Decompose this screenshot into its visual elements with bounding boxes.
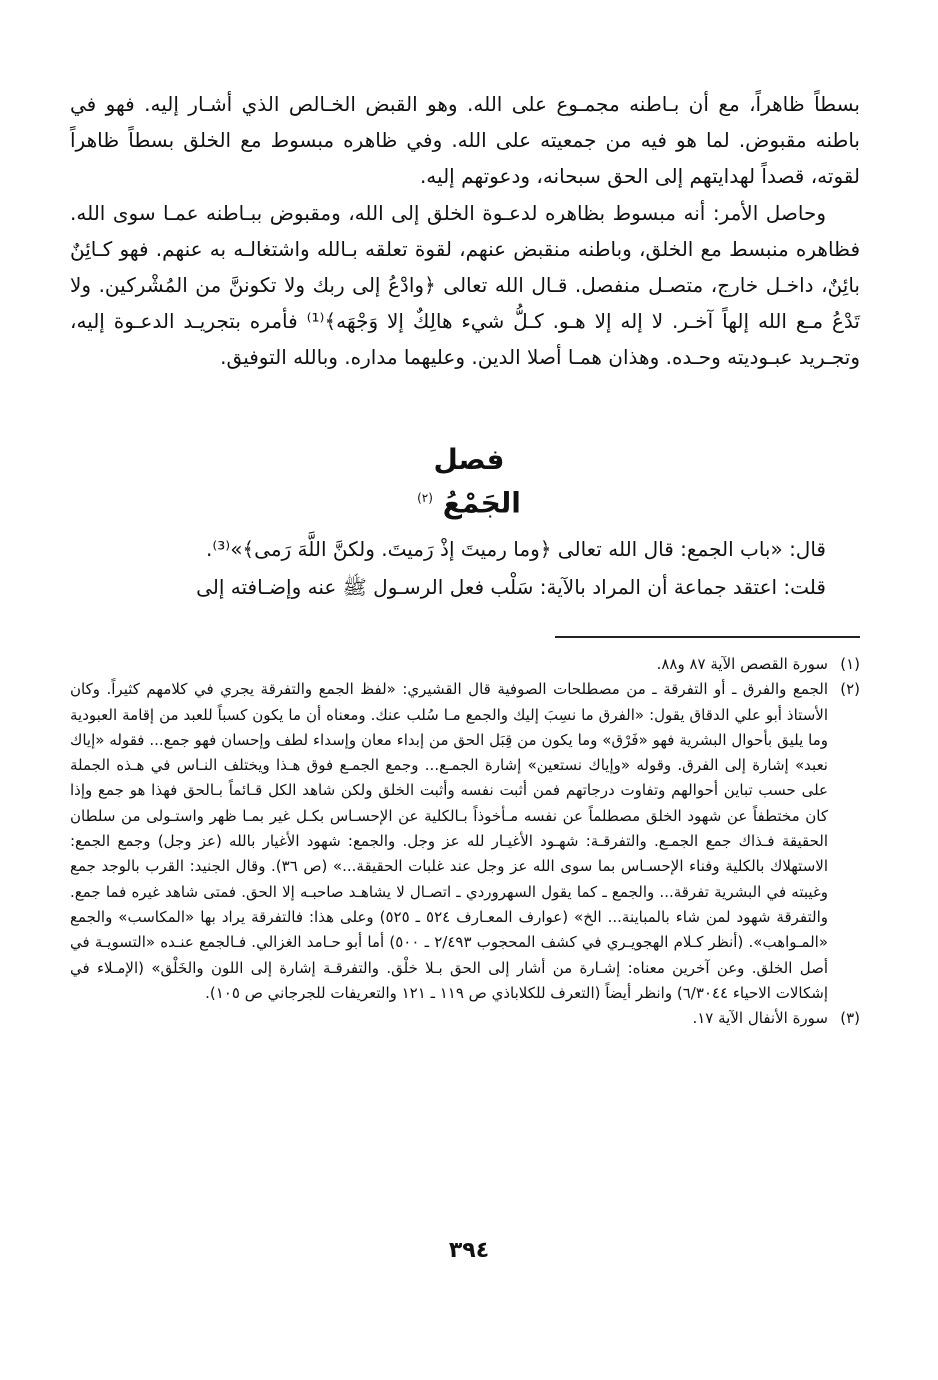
footnote-text: سورة القصص الآية ٨٧ و٨٨. <box>656 655 828 673</box>
footnote <box>70 652 860 677</box>
subtitle-text: الجَمْعُ <box>442 486 521 520</box>
main-text <box>70 86 860 376</box>
section-title: فصل <box>433 443 505 476</box>
footnote-text: الجمع والفرق ـ أو التفرقة ـ من مصطلحات الصوفية قال القشيري: «لفظ الجمع والتفرقة يجري في كلامهم كثيراً. وكان الأستاذ أبو علي الدقاق يقول: «الفرق ما نسِبَ إليك والجمع مـا سُلب عنك. ومعناه أن ما يكون كسباً للعبد من إقامة العبودية وما يليق بأحوال البشرية فهو «فَرْق» وما يكون من قِبَل الحق من إبداء معان وإسداء لطف وإحسان فهو جمع... فقوله «إياك نعبد» إشارة إلى الفرق. وقوله «وإياك نستعين» إشارة الجمـع... وجمع الجمـع فوق هـذا ويختلف النـاس في هـذه الجملة على حسب تباين أحوالهم وتفاوت درجاتهم فمن أثبت نفسه وأثبت الخلق ولكن شاهد الكل قـائماً بـالحق فهذا هو جمع وإذا كان مختطفاً عن شهود الخلق مصطلماً عن نفسه مـأخوذاً بـالكلية عن الإحسـاس بكـل غير بمـا ظهر واستـولى من سلطان الحقيقة فـذاك جمع الجمـع. والتفرقـة: شهـود الأغيـار لله عز وجل. والجمع: شهود الأغيار بالله (عز وجل) وجمع الجمع: الاستهلاك بالكلية وفناء الإحسـاس بما سوى الله عز وجل عند غلبات الحقيقة...» (ص ٣٦). وقال الجنيد: القرب بالوجد جمع وغيبته في البشرية تفرقة... والجمع ـ كما يقول السهروردي ـ اتصـال لا يشاهـد صاحبـه إلا الحق. فمتى شاهد غيره فما جمع. والتفرقة شهود لمن شاء بالمباينة... الخ» (عوارف المعـارف ٥٢٤ ـ ٥٢٥) وعلى هذا: فالتفرقة يراد بها «المكاسب» والجمع «المـواهب». (أنظر كـلام الهجويـري في كشف المحجوب ٢/٤٩٣ ـ ٥٠٠) أما أبو حـامد الغزالي. فـالجمع عنـده «التسويـة في أصل الخلق. وعن آخرين معناه: إشـارة من أشار إلى الحق بـلا خلْق. والتفرقـة إشارة إلى اللون والخَلْق» (الإمـلاء في إشكالات الاحياء ٦/٣٠٤٤) وانظر أيضاً (التعرف للكلاباذي ص ١١٩ ـ ١٢١ والتعريفات للجرجاني ص ١٠٥). <box>70 680 829 1002</box>
footnote-text: سورة الأنفال الآية ١٧. <box>692 1009 828 1028</box>
footnote-separator <box>555 636 860 638</box>
section-subtitle <box>0 480 938 521</box>
section-paragraph-1: قال: «باب الجمع: قال الله تعالى ﴿وما رميتَ إذْ رَميتَ. ولكنَّ اللَّهَ رَمى﴾»⁽³⁾. <box>205 537 826 561</box>
page-number: ٣٩٤ <box>448 1238 490 1263</box>
subtitle-footnote-ref: (٢) <box>417 491 433 505</box>
footnotes <box>70 652 860 1031</box>
section-text <box>70 530 860 606</box>
section-paragraph-2: قلت: اعتقد جماعة أن المراد بالآية: سَلْب فعل الرسـول ﷺ عنه وإضـافته إلى <box>196 575 826 599</box>
paragraph-1: بسطاً ظاهراً، مع أن بـاطنه مجمـوع على الله. وهو القبض الخـالص الذي أشـار إليه. فهو في باطنه مقبوض. لما هو فيه من جمعيته على الله. وفي ظاهره مبسوط مع الخلق بسطاً ظاهراً لقوته، قصداً لهدايتهم إلى الحق سبحانه، ودعوتهم إليه. <box>70 92 860 189</box>
footnote-number: (١) <box>840 655 860 673</box>
footnote-number: (٢) <box>840 680 860 699</box>
footnote-number: (٣) <box>840 1009 860 1028</box>
paragraph-2: وحاصل الأمر: أنه مبسوط بظاهره لدعـوة الخلق إلى الله، ومقبوض ببـاطنه عمـا سوى الله. فظاهره منبسط مع الخلق، وباطنه منقبض عنهم، لقوة تعلقه بـالله واشتغالـه به عنهم. فهو كـائِنٌ بائِنٌ، داخـل خارج، متصـل منفصل. قـال الله تعالى ﴿وادْعُ إلى ربك ولا تكوننَّ من المُشْركين. ولا تَدْعُ مـع الله إلهاً آخـر. لا إله إلا هـو. كـلُّ شيء هالِكٌ إلا وَجْهَه﴾⁽¹⁾ فأمره بتجريـد الدعـوة إليه، وتجـريد عبـوديته وحـده. وهذان همـا أصلا الدين. وعليهما مداره. وبالله التوفيق. <box>70 200 860 370</box>
footnote <box>70 677 860 1006</box>
footnote <box>70 1006 860 1031</box>
